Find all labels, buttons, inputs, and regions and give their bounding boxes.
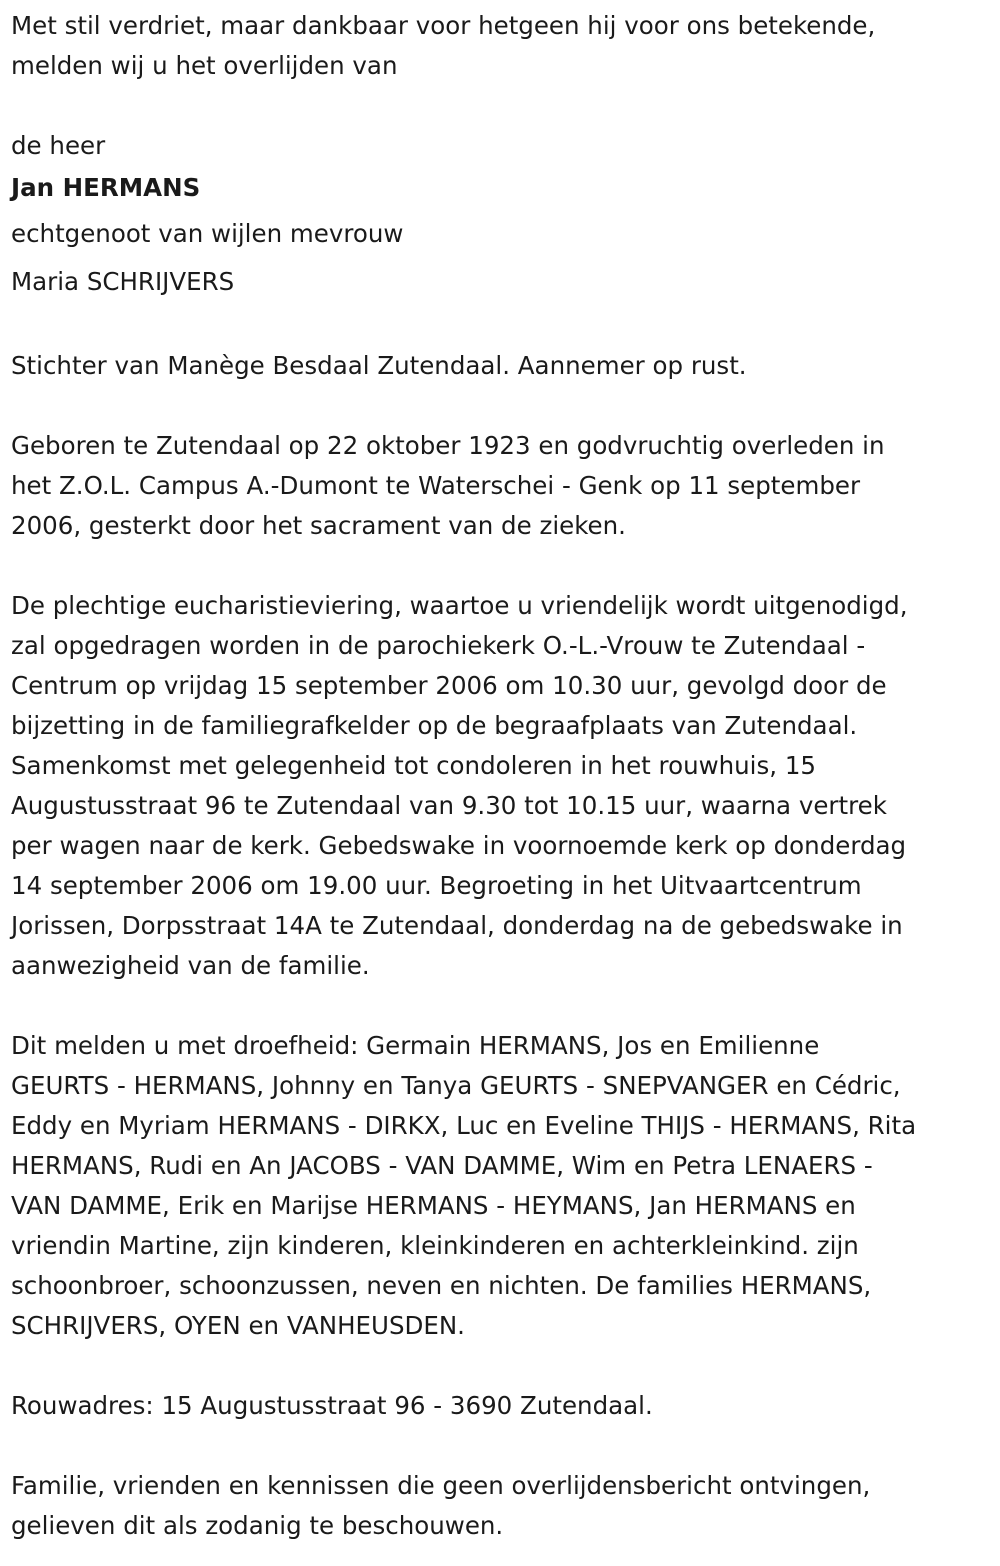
- ceremony-text: De plechtige eucharistieviering, waartoe u vriendelijk wordt uitgenodigd, zal opgedragen worden in de parochiekerk O.-L.-Vrouw te Zutendaal - Centrum op vrijdag 15 september 2006 om 10.30 uur, gevolgd door de bijzetting in de familiegrafkelder op de begraafplaats van Zutendaal. Samenkomst met gelegenheid tot condoleren in het rouwhuis, 15 Augustusstraat 96 te Zutendaal van 9.30 tot 10.15 uur, waarna vertrek per wagen naar de kerk. Gebedswake in voornoemde kerk op donderdag 14 september 2006 om 19.00 uur. Begroeting in het Uitvaartcentrum Jorissen, Dorpsstraat 14A te Zutendaal, donderdag na de gebedswake in aanwezigheid van de familie.: [11, 591, 908, 980]
- mourning-address: Rouwadres: 15 Augustusstraat 96 - 3690 Zutendaal.: [11, 1391, 653, 1420]
- spacer: [11, 86, 993, 126]
- spacer: [11, 1346, 993, 1386]
- birth-death-text: Geboren te Zutendaal op 22 oktober 1923 en godvruchtig overleden in het Z.O.L. Campus A.-Dumont te Waterschei - Genk op 11 september 2006, gesterkt door het sacrament van de zieken.: [11, 431, 885, 540]
- spacer: [11, 386, 993, 426]
- occupation-text: Stichter van Manège Besdaal Zutendaal. Aannemer op rust.: [11, 351, 747, 380]
- spacer: [11, 986, 993, 1026]
- spacer: [11, 1426, 993, 1466]
- spouse-relation: echtgenoot van wijlen mevrouw: [11, 219, 404, 248]
- spacer: [11, 546, 993, 586]
- obituary-notice: [11, 6, 993, 1546]
- title-prefix: de heer: [11, 131, 106, 160]
- spouse-name: Maria SCHRIJVERS: [11, 267, 235, 296]
- closing-text: Familie, vrienden en kennissen die geen overlijdensbericht ontvingen, gelieven dit als zodanig te beschouwen.: [11, 1471, 871, 1540]
- family-text: Dit melden u met droefheid: Germain HERMANS, Jos en Emilienne GEURTS - HERMANS, Johnny en Tanya GEURTS - SNEPVANGER en Cédric, Eddy en Myriam HERMANS - DIRKX, Luc en Eveline THIJS - HERMANS, Rita HERMANS, Rudi en An JACOBS - VAN DAMME, Wim en Petra LENAERS - VAN DAMME, Erik en Marijse HERMANS - HEYMANS, Jan HERMANS en vriendin Martine, zijn kinderen, kleinkinderen en achterkleinkind. zijn schoonbroer, schoonzussen, neven en nichten. De families HERMANS, SCHRIJVERS, OYEN en VANHEUSDEN.: [11, 1031, 917, 1340]
- spacer: [11, 306, 993, 346]
- intro-text: Met stil verdriet, maar dankbaar voor hetgeen hij voor ons betekende, melden wij u het overlijden van: [11, 11, 876, 80]
- deceased-name: Jan HERMANS: [11, 173, 201, 202]
